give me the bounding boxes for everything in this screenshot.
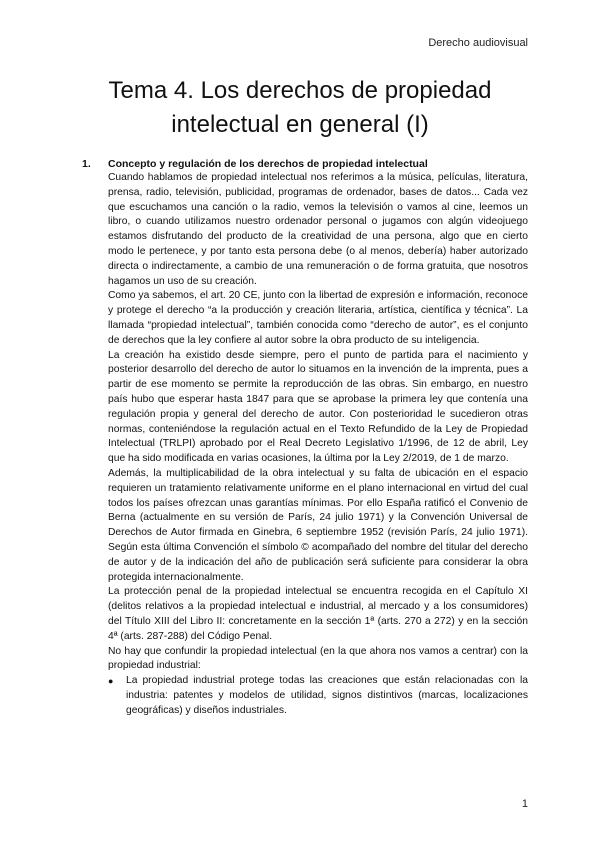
bullet-icon: ● [108,676,114,687]
list-item-text: La propiedad industrial protege todas las creaciones que están relacionadas con la industria: patentes y modelos de utilidad, signos distintivos (marcas, localizaciones geográficas) y diseños industriales. [126,675,528,716]
section-body [108,171,528,718]
page-number: 1 [521,798,528,810]
paragraph: Cuando hablamos de propiedad intelectual nos referimos a la música, películas, literatura, prensa, radio, televisión, publicidad, programas de ordenador, bases de datos... Cada vez que escuchamos una canción o la radio, vemos la televisión o vamos al cine, leemos un libro, o cuando utilizamos nuestro ordenador personal o jugamos con algún videojuego estamos disfrutando del producto de la creatividad de una persona, algo que en cierto modo le pertenece, y por tanto esta persona debe (o al menos, debería) haber autorizado directa o indirectamente, a cambio de una remuneración o de forma gratuita, que nosotros hagamos un uso de su creación. [108,172,528,287]
paragraph: La protección penal de la propiedad intelectual se encuentra recogida en el Capítulo XI (delitos relativos a la propiedad intelectual e industrial, al mercado y a los consumidores) del Título XIII del Libro II: concretamente en la sección 1ª (arts. 270 a 272) y en la sección 4ª (arts. 287-288) del Código Penal. [108,586,528,642]
title-line-2: intelectual en general (I) [171,111,429,138]
title-line-1: Tema 4. Los derechos de propiedad [108,77,492,104]
section-heading-text: Concepto y regulación de los derechos de propiedad intelectual [108,158,428,170]
running-header: Derecho audiovisual [428,37,528,49]
section-number: 1. [82,158,91,170]
page-title [60,74,540,142]
section-1 [82,157,528,718]
list-item [108,674,528,718]
paragraph: La creación ha existido desde siempre, pero el punto de partida para el nacimiento y posterior desarrollo del derecho de autor lo situamos en la invención de la imprenta, pues a partir de ese momento se permite la reproducción de las obras. Sin embargo, en nuestro país hubo que esperar hasta 1847 para que se aprobase la primera ley que contenía una regulación propia y general del derecho de autor. Con posterioridad le sucedieron otras normas, conteniéndose la regulación actual en el Texto Refundido de la Ley de Propiedad Intelectual (TRLPI) aprobado por el Real Decreto Legislativo 1/1996, de 12 de abril, Ley que ha sido modificada en varias ocasiones, la última por la Ley 2/2019, de 1 de marzo. [108,349,528,465]
section-heading [82,157,528,171]
paragraph: Como ya sabemos, el art. 20 CE, junto con la libertad de expresión e información, reconoce y protege el derecho “a la producción y creación literaria, artística, científica y técnica”. La llamada “propiedad intelectual”, también conocida como “derecho de autor”, es el conjunto de derechos que la ley confiere al autor sobre la obra producto de su inteligencia. [108,290,528,346]
bullet-list [108,674,528,718]
paragraph: No hay que confundir la propiedad intelectual (en la que ahora nos vamos a centrar) con la propiedad industrial: [108,645,528,672]
paragraph: Además, la multiplicabilidad de la obra intelectual y su falta de ubicación en el espacio requieren un tratamiento relativamente uniforme en el plano internacional en virtud del cual todos los países ofrezcan unas garantías mínimas. Por ello España ratificó el Convenio de Berna (actualmente en su versión de París, 24 julio 1971) y la Convención Universal de Derechos de Autor firmada en Ginebra, 6 septiembre 1952 (revisión París, 24 julio 1971). Según esta última Convención el símbolo © acompañado del nombre del titular del derecho de autor y de la indicación del año de publicación será suficiente para considerar la obra protegida internacionalmente. [108,467,528,583]
